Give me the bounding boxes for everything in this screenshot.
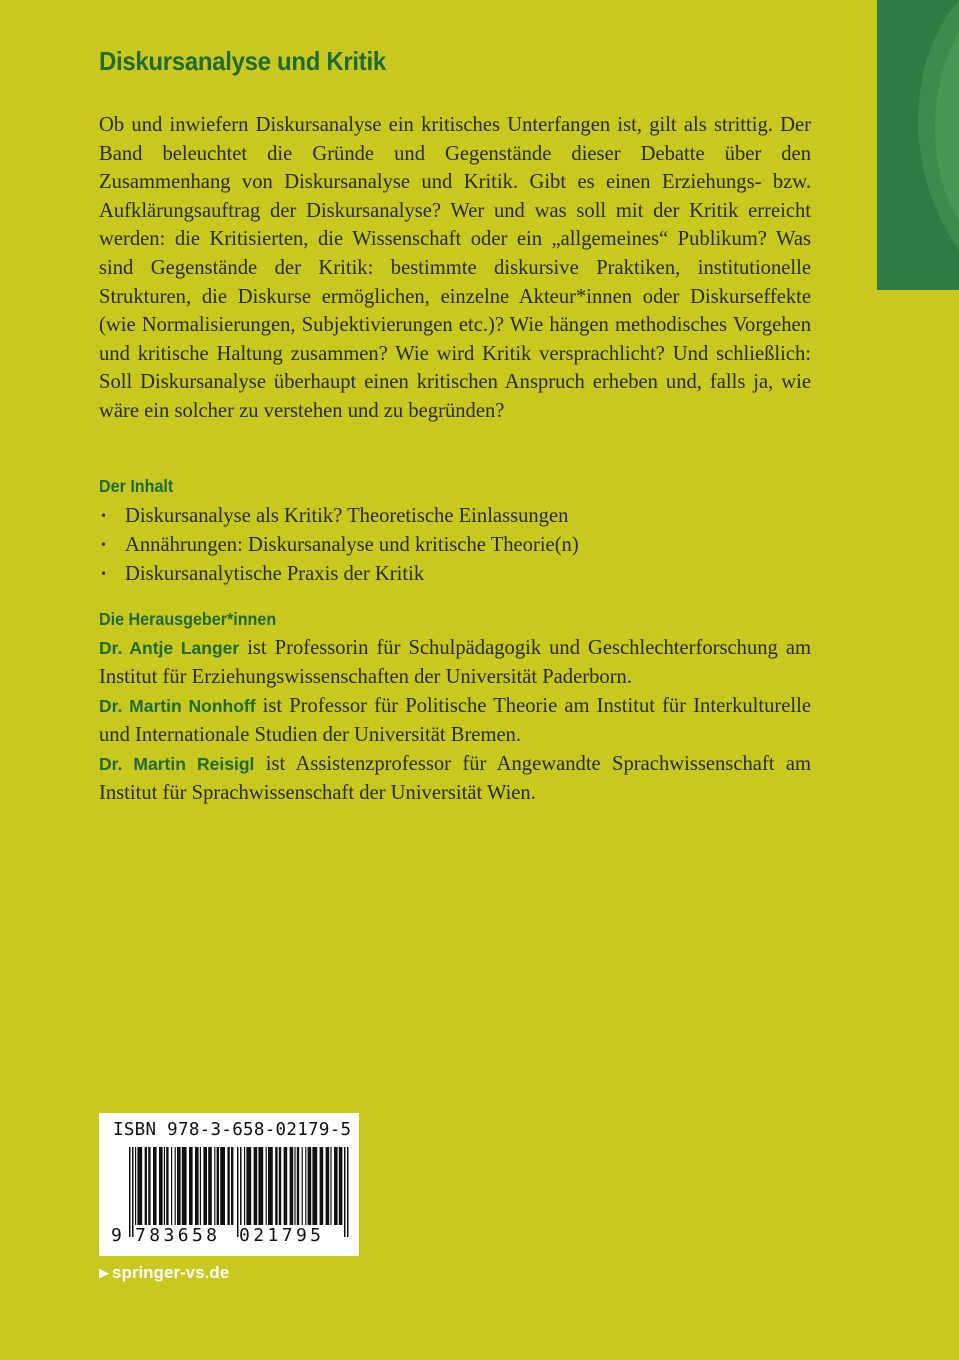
barcode-bar [266,1147,267,1225]
barcode-bar [159,1147,163,1225]
barcode-bar [203,1147,207,1225]
editor-bio [99,692,811,750]
list-item: • Diskursanalytische Praxis der Kritik [99,560,579,589]
barcode-bar [347,1147,349,1237]
barcode-bar [308,1147,312,1225]
barcode-bar [258,1147,263,1225]
bullet-icon: • [101,538,106,553]
editor-description: ist Professor für Politische Theorie am Institut für Interkulturelle und Internationale Studien der Universität Bremen. [99,695,811,746]
barcode-bar [182,1147,187,1225]
barcode-bar [246,1147,251,1225]
intro-paragraph: Ob und inwiefern Diskursanalyse ein kritisches Unterfangen ist, gilt als strittig. Der Band beleuchtet die Gründe und Gegenstände dieser Debatte über den Zusammenhang von Diskursanalyse und Kritik. Gibt es einen Erziehungs- bzw. Aufklärungsauftrag der Diskursanalyse? Wer und was soll mit der Kritik erreicht werden: die Kritisierten, die Wissenschaft oder ein „allgemeines“ Publikum? Was sind Gegenstände der Kritik: bestimmte diskursive Praktiken, institutionelle Strukturen, die Diskurse ermöglichen, einzelne Akteur*innen oder Diskurseffekte (wie Normalisierungen, Subjektivierungen etc.)? Wie hängen methodisches Vorgehen und kritische Haltung zusammen? Wie wird Kritik versprachlicht? Und schließlich: Soll Diskursanalyse überhaupt einen kritischen Anspruch erheben und, falls ja, wie wäre ein solcher zu verstehen und zu begründen? [99,114,811,422]
barcode-bar [175,1147,176,1225]
editor-name: Dr. Martin Nonhoff [99,696,256,716]
editor-name: Dr. Antje Langer [99,638,240,658]
isbn-barcode [99,1113,359,1256]
barcode-bar [148,1147,150,1225]
barcode-bar [290,1147,294,1225]
barcode-bar [240,1147,242,1237]
barcode-bar [305,1147,306,1225]
barcode-bar [334,1147,338,1225]
barcode-digits-right: 021795 [239,1225,325,1246]
barcode-bar [326,1147,330,1225]
barcode-bar [195,1147,199,1225]
barcode-bar [275,1147,277,1225]
barcode-bar [237,1147,239,1237]
editor-description: ist Professorin für Schulpädagogik und Geschlechterforschung am Institut für Erziehungswissenschaften der Universität Paderborn. [99,637,811,688]
barcode-bar [171,1147,172,1225]
editors-bios [99,634,811,808]
editor-description: ist Assistenzprofessor für Angewandte Sprachwissenschaft am Institut für Sprachwissenschaft der Universität Wien. [99,753,811,804]
barcode-bar [294,1147,295,1225]
contents-list [99,502,579,589]
barcode-bar [268,1147,273,1225]
barcode-digit-prefix: 9 [111,1225,122,1246]
barcode-bar [137,1147,142,1225]
editors-heading: Die Herausgeber*innen [99,609,277,629]
barcode-bar [284,1147,288,1225]
bullet-icon: • [101,509,106,524]
bullet-icon: • [101,567,106,582]
barcode-bar [339,1147,343,1225]
list-item: • Diskursanalyse als Kritik? Theoretische Einlassungen [99,502,579,531]
barcode-bar [344,1147,346,1237]
barcode-bar [200,1147,201,1225]
editor-name: Dr. Martin Reisigl [99,754,255,774]
barcode-bar [135,1147,136,1225]
barcode-bar [217,1147,219,1225]
barcode-bar [214,1147,215,1225]
barcode-bar [312,1147,317,1225]
editor-bio [99,750,811,808]
barcode-bar [244,1147,245,1225]
barcode-bar [254,1147,258,1225]
list-item: • Annährungen: Diskursanalyse und kritische Theorie(n) [99,531,579,560]
publisher-website-link[interactable]: ▶ springer-vs.de [99,1263,230,1282]
barcode-bar [297,1147,299,1225]
barcode-bar [320,1147,324,1225]
barcode-bar [164,1147,165,1225]
decorative-corner-graphic [877,0,959,290]
barcode-bar [231,1147,233,1225]
barcode-bar [166,1147,168,1225]
play-arrow-icon: ▶ [99,1265,109,1280]
book-title: Diskursanalyse und Kritik [99,46,386,76]
contents-heading: Der Inhalt [99,476,174,496]
barcode-bar [220,1147,225,1225]
barcode-bar [153,1147,157,1225]
barcode-bar [330,1147,331,1225]
barcode-bar [177,1147,181,1225]
barcode-bar [189,1147,193,1225]
barcode-bar [279,1147,281,1225]
barcode-bar [132,1147,134,1237]
editor-bio [99,634,811,692]
barcode-bar [208,1147,212,1225]
barcode-bar [145,1147,147,1225]
barcode-bar [227,1147,229,1225]
barcode-bar [129,1147,131,1237]
barcode-digits-left: 783658 [135,1225,221,1246]
barcode-bar [302,1147,303,1225]
isbn-label: ISBN 978-3-658-02179-5 [113,1120,352,1140]
